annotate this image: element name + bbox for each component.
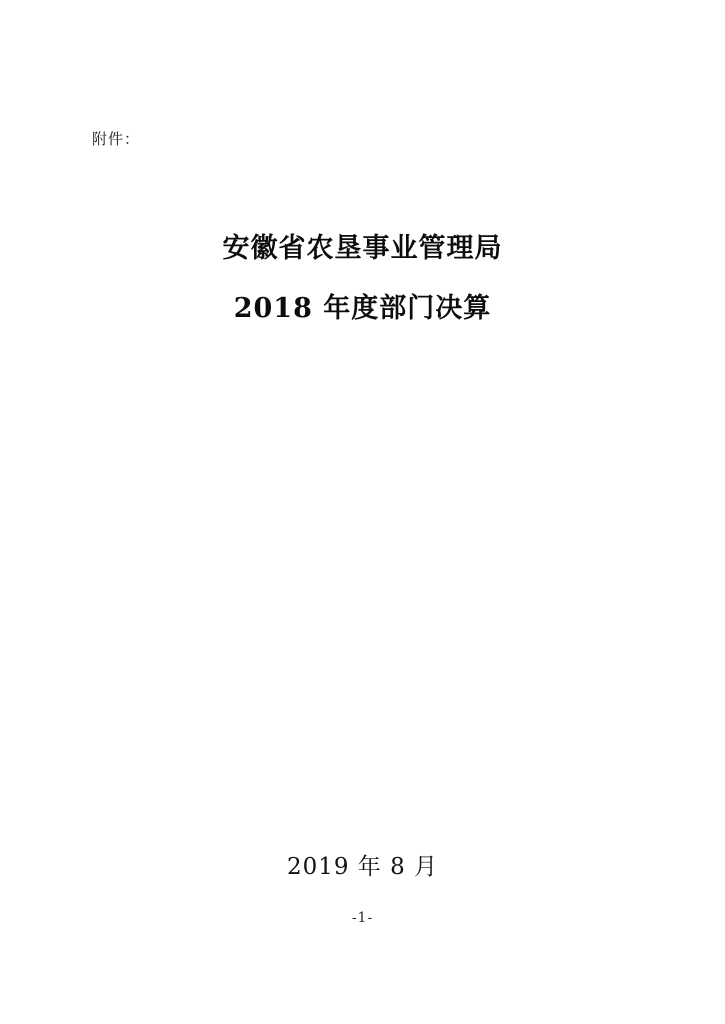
page-number: -1-	[351, 910, 374, 926]
document-title-block	[0, 232, 725, 326]
page-title: 安徽省农垦事业管理局	[222, 233, 503, 264]
page-subtitle: 2018 年度部门决算	[233, 292, 492, 324]
attachment-label: 附件：	[92, 130, 141, 148]
document-date: 2019 年 8 月	[286, 854, 439, 880]
